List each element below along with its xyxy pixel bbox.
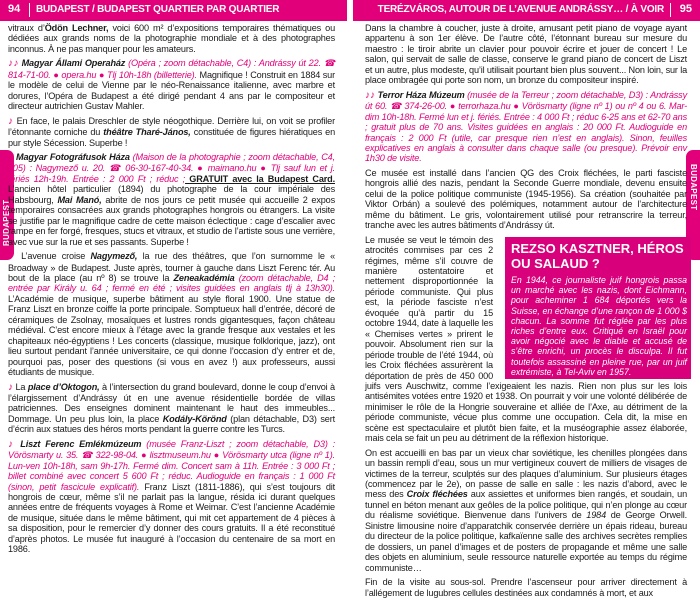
listing-liszt-museum: ♪ Liszt Ferenc Emlékmúzeum (musée Franz-Liszt ; zoom détachable, D3) : Vörösmarty u. 35. ☎ 322-98-04. ● lisztmuseum.hu ● Vörösmarty utca (ligne nº 1). Lun-ven 10h-18h, sam 9h-17h. Fermé dim. Concert sam à 11h. Entrée : 3 000 Ft ; billet combiné avec concert 5 600 Ft ; réduc. Audioguide en français : 1 000 Ft (sinon, petit fascicule explicatif). Franz Liszt (1811-1886), qui s’est toujours dit hongrois de cœur, même s’il ne parlait pas la langue, résida ici durant quelques années entre de fréquents voyages à Rome et Weimar. C’est l’ancienne Académie de musique, située dans le même bâtiment, qui mit cet appartement de 4 pièces à sa disposition, pour le remercier d’y donner des cours gratuits. Il a été reconstitué d’après photos. Le musée fut inauguré à l’occasion du centenaire de sa mort en 1986.	[8, 438, 336, 555]
header-title-left: BUDAPEST / BUDAPEST QUARTIER PAR QUARTIER	[36, 4, 280, 15]
page-number-left: 94	[8, 3, 21, 15]
listing-name: Liszt Ferenc Emlékmúzeum	[20, 438, 142, 449]
listing-opera: ♪♪ Magyar Állami Operaház (Opéra ; zoom détachable, C4) : Andrássy út 22. ☎ 814-71-00. ● opera.hu ● Tlj 10h-18h (billetterie). Magnifique ! Construit en 1884 sur le modèle de celui de Vienne par le néo-Renaissance italienne, avec marbre et dorures, l’Opéra de Budapest a été dirigé pendant 4 ans par le compositeur et directeur autrichien Gustav Mahler.	[8, 58, 335, 112]
music-note-icon: ♪	[8, 438, 16, 450]
paragraph: ♪ La place d’Oktogon, à l’intersection du grand boulevard, donne le coup d’envoi à l’élargissement d’Andrássy út en une avenue résidentielle bordée de villas patriciennes. Des enseignes dominent maintenant le haut des immeubles... Dommage. Un peu plus loin, la place Kodály-Körönd (plan détachable, D3) sert d’écrin aux statues des héros morts pendant la guerre contre les Turcs.	[8, 381, 336, 435]
paragraph: Fin de la visite au sous-sol. Prendre l’ascenseur pour arriver directement à l’allégement de lugubres cellules destinées aux condamnés à mort, et aux	[365, 577, 687, 598]
listing-name: Magyar Állami Operaház	[21, 58, 126, 69]
star-icon: ♪	[8, 115, 14, 127]
music-note-icon: ♪	[8, 151, 14, 163]
paragraph: Ce musée est installé dans l’ancien QG des Croix fléchées, le parti fasciste hongrois allié des nazis, pendant la Seconde Guerre mondiale, devenu ensuite celui de la police politique communiste (1945-1956). Sa création (souhaitée par Viktor Orbán) a soulevé des polémiques, notamment autour de l’architecture même du bâtiment. Le gris, volontairement utilisé pour retranscrire la terreur, tranche avec les autres bâtiments d’Andrássy út.	[365, 167, 687, 231]
paragraph: On est accueilli en bas par un vieux char soviétique, les chenilles plongées dans un bassin rempli d’eau, sous un mur vertigineux couvert de milliers de visages de victimes de la terreur, sculptés sur des plaques d’aluminium. Sur plusieurs étages (commencez par le 2e), on passe de salle en salle : les nazis d’abord, avec le mess des Croix fléchées aux assiettes et uniformes bien rangés, et soudain, un tunnel en béton menant aux geôles de la police politique, qui n’en plonge au cœur du réalisme soviétique. Bienvenue dans l’univers de 1984 de George Orwell. Sinistre limousine noire d’apparatchik conservée derrière un épais rideau, bureau du directeur de la police politique, kafkaïenne salle des archives secrètes remplies de dossiers, un panel d’images et de posters de propagande et même une salle des objets en aluminium, seule ressource naturelle exportée au temps du régime communiste…	[365, 447, 687, 573]
music-note-icon: ♪♪	[8, 58, 19, 70]
section-tab-label: BUDAPEST	[2, 199, 11, 246]
callout-box	[505, 237, 691, 379]
listing-photo-house: ♪ Magyar Fotográfusok Háza (Maison de la photographie ; zoom détachable, C4, 305) : Nagymező u. 20. ☎ 06-30-167-40-34. ● maimano.hu ● Tlj sauf lun et j. fériés 12h-19h. Entrée : 2 000 Ft ; réduc ; GRATUIT avec la Budapest Card. L’ancien hôtel particulier (1894) du photographe de la cour impériale des Habsbourg, Mai Manó, abrite de nos jours ce petit musée qui accueille 2 expos temporaires consacrées aux grands photographes hongrois ou étrangers. La visite se justifie par le magnifique cadre de cette maison éclectique : cage d’escalier avec rampe en fer forgé, fresques, stucs et vitraux, et studio de l’artiste sous une verrière, avec vue sur la rue et ses passants. Superbe !	[8, 151, 335, 247]
listing-terror-museum: ♪♪ Terror Háza Múzeum (musée de la Terreur ; zoom détachable, D3) : Andrássy út 60. ☎ 374-26-00. ● terrorhaza.hu ● Vörösmarty (ligne nº 1) ou nº 4 ou 6. Mar-dim 10h-18h. Fermé lun et j. fériés. Entrée : 4 000 Ft ; réduc 6-25 ans et 62-70 ans ; gratuit plus de 70 ans. Visites guidées en anglais : 20 000 Ft. Audioguide en français : 2 000 Ft (utile, car presque rien n’est en anglais). Sinon, feuilles explicatives en anglais à consulter dans chaque salle (ou presque). Prévoir env 1h30 de visite.	[365, 89, 687, 164]
page-header-right	[353, 0, 700, 21]
star-icon: ♪	[8, 251, 16, 263]
header-separator	[29, 3, 30, 17]
callout-title: REZSO KASZTNER, HÉROS OU SALAUD ?	[511, 241, 684, 271]
paragraph: ♪ L’avenue croise Nagymező, la rue des théâtres, que l’on surnomme le « Broadway » de Budapest. Juste après, tourner à gauche dans Liszt Ferenc tér. Au bout de la place (au nº 8) se trouve la Zeneakadémia (zoom détachable, D4 ; entrée par Király u. 64 ; fermé en été ; visites guidées en anglais tlj à 13h30). L’Académie de musique, superbe bâtiment au style floral 1900. Une statue de Franz Liszt en bronze coiffe la porte principale. Somptueux hall d’entrée, décoré de céramiques de Zsolnay, mosaïques et lustres ronds gigantesques, façon château médiéval. C’est encore mieux à l’étage avec la grande fresque aux vestales et les chapiteaux néo-égyptiens ! Les concerts (classique, musique folklorique, jazz), ont lieu surtout pendant l’année universitaire, ce qui donne l’occasion d’y entrer et de, pourquoi pas, poser des questions (si vous en avez !) aux professeurs, aussi étudiants de musique.	[8, 251, 336, 378]
page-header-left	[0, 0, 347, 21]
header-separator	[670, 3, 671, 17]
left-column	[8, 23, 335, 583]
listing-name: Magyar Fotográfusok Háza	[16, 151, 130, 162]
page-number-right: 95	[679, 3, 692, 15]
paragraph: ♪ En face, le palais Dreschler de style néogothique. Derrière lui, on voit se profiler l’étonnante corniche du théâtre Tharé-János, constituée de figures hiératiques en pur style Sécession. Superbe !	[8, 115, 336, 148]
callout-text: En 1944, ce journaliste juif hongrois passa un marché avec les nazis, dont Eichmann, pour acheminer 1 684 déportés vers la Suisse, en échange d’une rançon de 1 000 $ chacun. La somme fut réglée par les plus riches d’entre eux. Critiqué en Israël pour avoir négocié avec le diable et accusé de s’être enrichi, un procès le disculpa. Il fut toutefois assassiné en pleine rue, par un juif extrémiste, à Tel-Aviv en 1957.	[511, 275, 687, 377]
listing-name: Terror Háza Múzeum	[377, 89, 465, 100]
paragraph: Le musée se veut le témoin des atrocités commises par ces 2 régimes, même s’il couvre de manière ostentatoire et nettement disproportionnée la période communiste. Qui plus est, la période fasciste n’est évoquée qu’à partir du 15 octobre 1944, date à laquelle les « Chemises vertes » prirent le pouvoir. Absolument rien sur la période trouble de l’été 1944, où les Croix fléchées assurèrent la déportation de près de 450 000 juifs vers Auschwitz, comme l’exigeaient les nazis. Rien non plus sur les lois antisémites votées entre 1920 et 1938. On pourrait y voir une volonté délibérée de minimiser le rôle de la Hongrie souveraine et alliée de l’Axe, au détriment de la période communiste, vécue plus comme une occupation. Cela dit, la mise en scène est spectaculaire et plutôt bien faite, et la muséographie assez élaborée, mais cela se fait un peu au détriment de la réflexion historique.	[365, 234, 687, 444]
paragraph: vitraux d’Ödön Lechner, voici 600 m² d’expositions temporaires thématiques ou dédiées aux grands noms de la photographie mondiale et à des photographes inconnus. À ne pas manquer pour les amateurs.	[8, 23, 335, 54]
header-title-right: TERÉZVÁROS, AUTOUR DE L’AVENUE ANDRÁSSY… / À VOIR	[377, 4, 664, 15]
paragraph: Dans la chambre à coucher, juste à droite, amusant petit piano de voyage ayant appartenu à son 1er élève. De l’autre côté, l’étonnant bureau sur mesure du maestro : le tiroir abrite un clavier pour pouvoir écrire et jouer de concert ! Le salon, qui servait de salle de classe, conserve le grand piano de concert de Liszt et un autre, plus modeste, qu’il utilisait pourtant bien plus souvent... Non loin, sur la place ombragée qui porte son nom, un bronze du compositeur inspiré.	[365, 23, 687, 86]
section-tab-label: BUDAPEST	[689, 164, 698, 211]
star-icon: ♪	[8, 381, 13, 393]
music-note-icon: ♪♪	[365, 89, 376, 101]
